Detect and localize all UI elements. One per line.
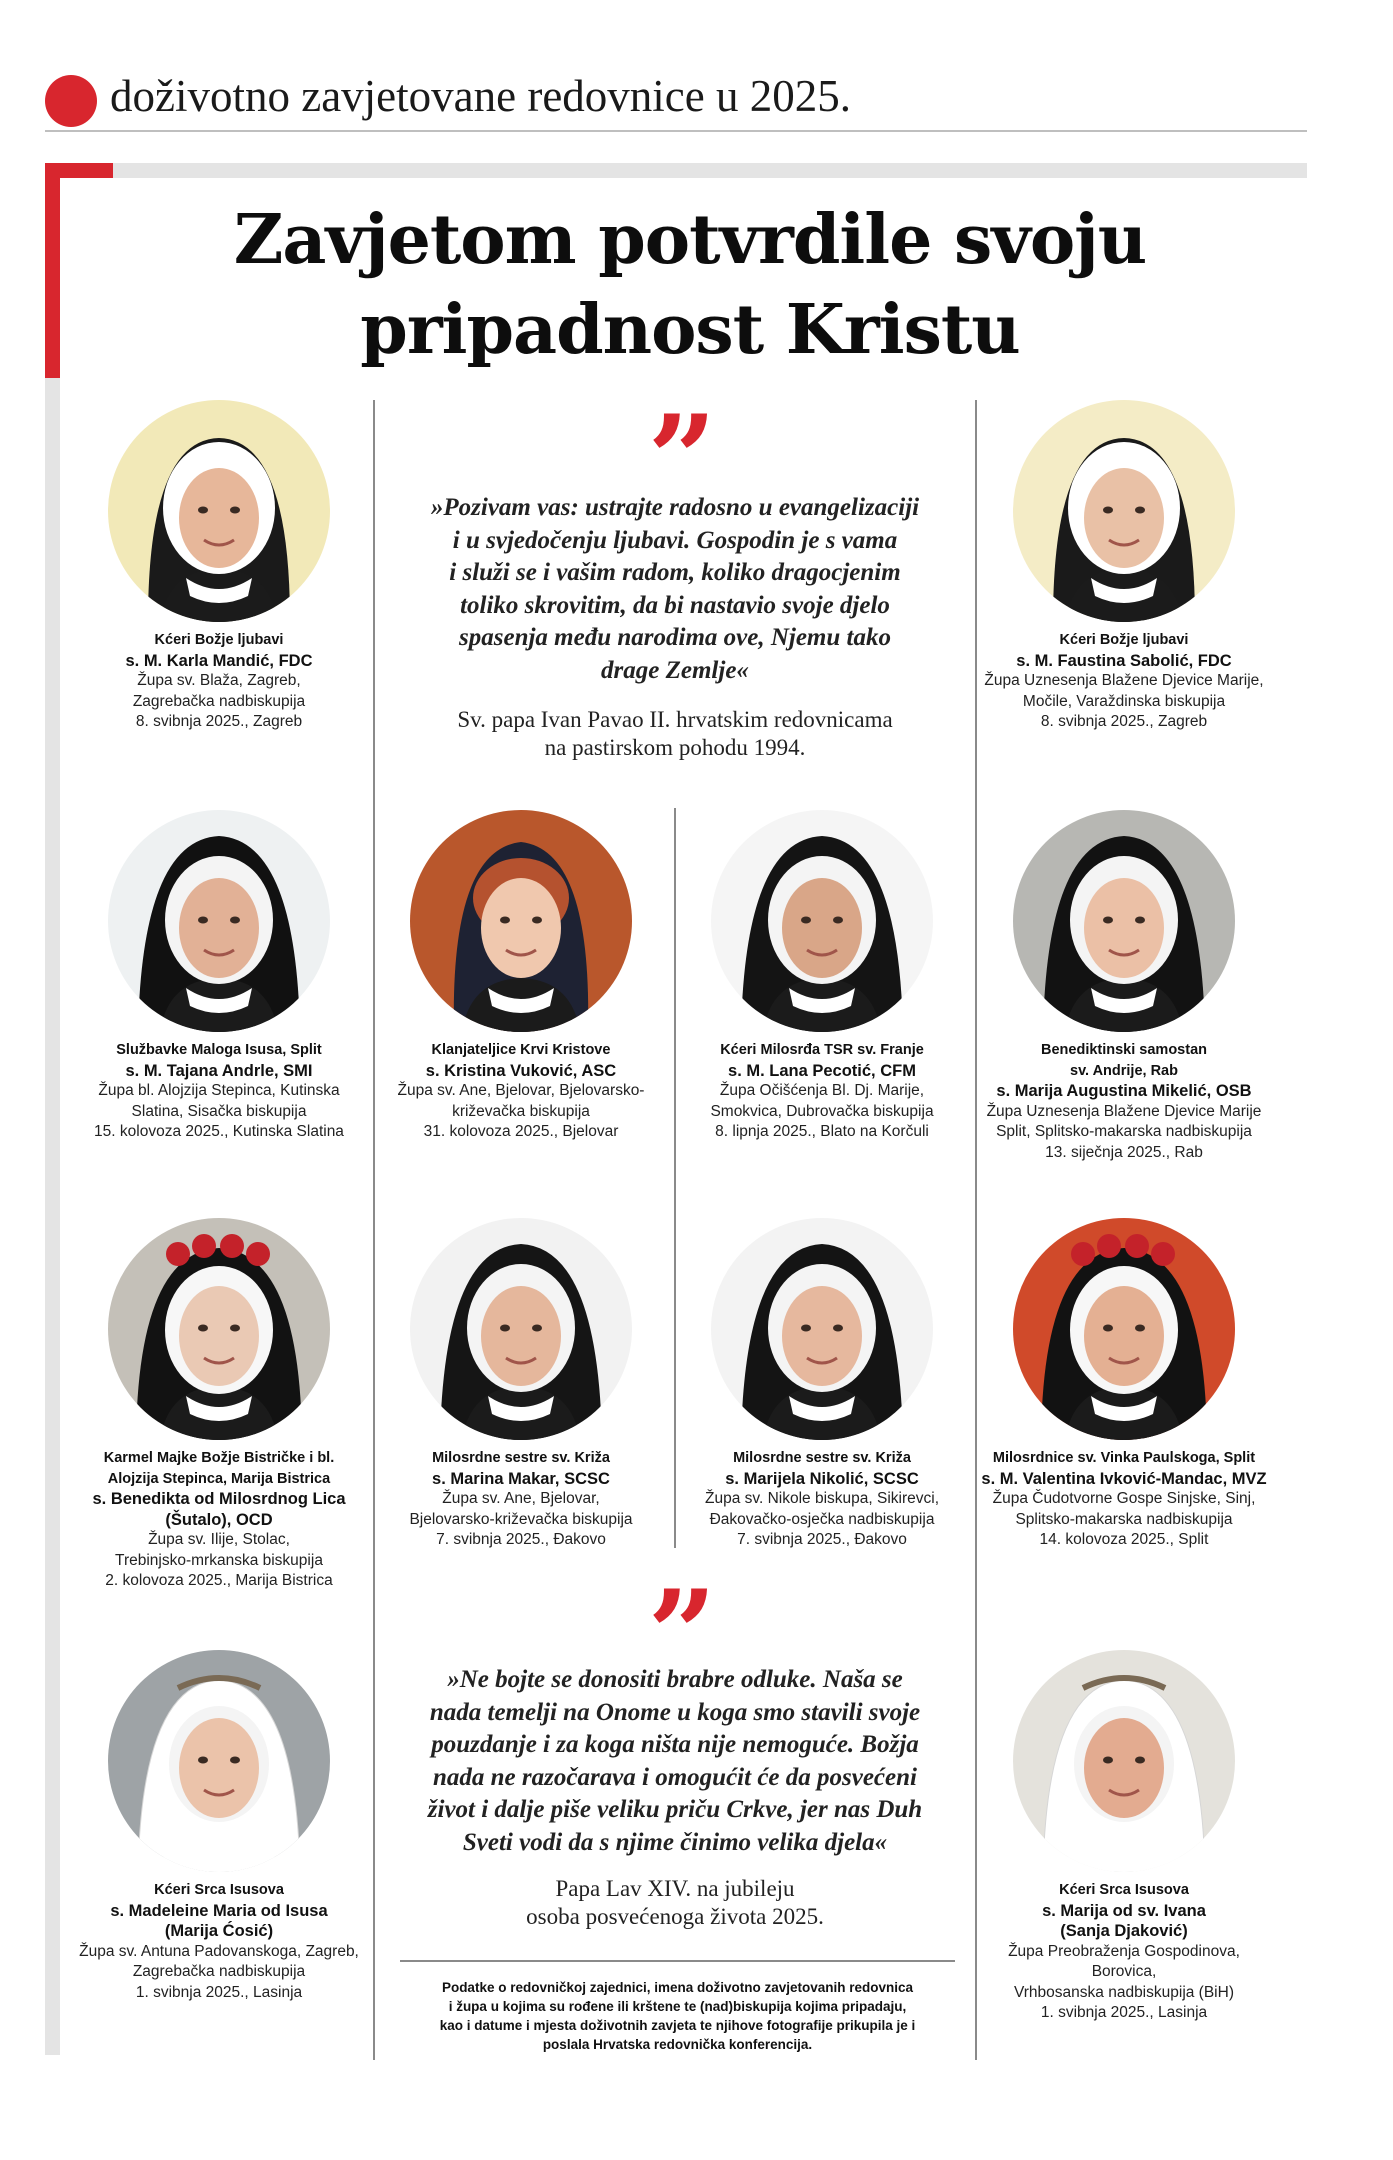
community-name: Alojzija Stepinca, Marija Bistrica <box>107 1470 331 1487</box>
sister-detail: Zagrebačka nadbiskupija <box>132 692 306 710</box>
sister-caption <box>69 1448 369 1592</box>
sister-detail: Župa Čudotvorne Gospe Sinjske, Sinj, <box>992 1490 1256 1507</box>
sister-caption <box>974 1040 1274 1163</box>
sister-detail: Borovica, <box>1091 1963 1157 1980</box>
sister-caption <box>974 630 1274 733</box>
sister-caption <box>69 630 369 733</box>
sister-portrait <box>108 1650 330 1872</box>
quote-mark-icon: ” <box>647 1564 703 1705</box>
sister-caption <box>69 1880 369 2003</box>
sister-name: (Šutalo), OCD <box>165 1510 273 1529</box>
sister-name: s. Kristina Vuković, ASC <box>425 1061 617 1080</box>
source-footnote <box>405 1978 950 2054</box>
sister-name: s. M. Lana Pecotić, CFM <box>728 1061 916 1080</box>
column-rule-center <box>674 808 676 1548</box>
sister-portrait <box>1013 1650 1235 1872</box>
quote-line: i u svjedočenju ljubavi. Gospodin je s vama <box>452 526 898 554</box>
sister-detail: 8. svibnja 2025., Zagreb <box>135 713 303 730</box>
sister-name: (Sanja Djaković) <box>1060 1922 1188 1940</box>
sister-detail: 7. svibnja 2025., Đakovo <box>737 1531 907 1548</box>
quote-source-line: Papa Lav XIV. na jubileju <box>555 1876 795 1901</box>
sister-detail: Močile, Varaždinska biskupija <box>1022 692 1226 710</box>
sister-portrait <box>108 400 330 622</box>
quote-mark-icon: ” <box>647 389 703 530</box>
headline-line-1: Zavjetom potvrdile svoju <box>233 200 1147 280</box>
sister-caption <box>672 1448 972 1551</box>
sister-name: s. M. Karla Mandić, FDC <box>125 651 313 670</box>
sister-name: s. Benedikta od Milosrdnog Lica <box>92 1490 346 1508</box>
sister-detail: križevačka biskupija <box>452 1102 590 1120</box>
quote-source-line: Sv. papa Ivan Pavao II. hrvatskim redovnicama <box>457 707 893 732</box>
quote-1-source <box>385 706 965 762</box>
sister-detail: Zagrebačka nadbiskupija <box>132 1963 306 1980</box>
footnote-line: kao i datume i mjesta doživotnih zavjeta te njihove fotografije prikupila je i <box>439 2018 916 2033</box>
community-name: Kćeri Božje ljubavi <box>1059 632 1189 648</box>
community-name: Kćeri Srca Isusova <box>1059 1882 1189 1898</box>
sister-detail: Trebinjsko-mrkanska biskupija <box>115 1551 323 1569</box>
sister-name: s. M. Tajana Andrle, SMI <box>125 1061 313 1080</box>
community-name: Milosrdne sestre sv. Križa <box>432 1450 610 1466</box>
sister-detail: Župa sv. Ilije, Stolac, <box>148 1531 290 1548</box>
community-name: Kćeri Božje ljubavi <box>154 632 284 648</box>
quote-line: nada ne razočarava i omogućit će da posvećeni <box>433 1763 917 1791</box>
sister-detail: Župa Uznesenja Blažene Djevice Marije, <box>984 672 1264 689</box>
sister-detail: Bjelovarsko-križevačka biskupija <box>409 1510 633 1528</box>
quote-line: drage Zemlje« <box>601 656 749 684</box>
frame-top-bar <box>45 163 1307 178</box>
sister-name: (Marija Ćosić) <box>164 1922 274 1940</box>
sister-name: s. Marina Makar, SCSC <box>432 1469 610 1488</box>
quote-line: toliko skrovitim, da bi nastavio svoje djelo <box>460 591 890 619</box>
quote-2-source <box>385 1875 965 1931</box>
sister-detail: 14. kolovoza 2025., Split <box>1039 1531 1209 1548</box>
sister-portrait <box>108 810 330 1032</box>
sister-detail: 1. svibnja 2025., Lasinja <box>1040 2004 1208 2021</box>
quote-line: spasenja među narodima ove, Njemu tako <box>459 624 891 651</box>
sister-caption <box>371 1448 671 1551</box>
quote-source-line: osoba posvećenoga života 2025. <box>526 1904 824 1929</box>
sister-detail: 31. kolovoza 2025., Bjelovar <box>423 1123 619 1140</box>
sister-name: s. Marija Augustina Mikelić, OSB <box>996 1082 1252 1100</box>
headline-line-2: pripadnost Kristu <box>360 290 1020 370</box>
sister-name: s. Madeleine Maria od Isusa <box>110 1901 328 1920</box>
sister-detail: Župa sv. Ane, Bjelovar, Bjelovarsko- <box>397 1082 645 1099</box>
quote-line: nada temelji na Onome u koga smo stavili svoje <box>429 1698 921 1726</box>
sister-detail: Župa sv. Antuna Padovanskoga, Zagreb, <box>79 1942 359 1960</box>
community-name: Milosrdne sestre sv. Križa <box>733 1450 911 1466</box>
headline <box>120 195 1260 375</box>
sister-detail: 7. svibnja 2025., Đakovo <box>436 1531 606 1548</box>
quote-line: »Ne bojte se donositi brabre odluke. Naša se <box>447 1666 903 1693</box>
quote-1-text <box>385 492 965 687</box>
sister-portrait <box>410 1218 632 1440</box>
sister-portrait <box>711 1218 933 1440</box>
sister-caption <box>371 1040 671 1143</box>
quote-line: pouzdanje i za koga ništa nije nemoguće. Božja <box>431 1731 919 1758</box>
quote-line: »Pozivam vas: ustrajte radosno u evangelizaciji <box>430 494 920 521</box>
sister-detail: Slatina, Sisačka biskupija <box>131 1102 307 1120</box>
accent-corner-left <box>45 163 60 378</box>
sister-detail: Đakovačko-osječka nadbiskupija <box>709 1510 935 1528</box>
community-name: Klanjateljice Krvi Kristove <box>431 1042 611 1058</box>
sister-portrait <box>108 1218 330 1440</box>
footnote-divider <box>400 1960 955 1962</box>
sister-detail: Župa sv. Ane, Bjelovar, <box>442 1490 600 1507</box>
sister-detail: Split, Splitsko-makarska nadbiskupija <box>996 1123 1252 1140</box>
header-divider <box>45 130 1307 132</box>
community-name: Karmel Majke Božje Bistričke i bl. <box>103 1450 335 1466</box>
sister-caption <box>974 1448 1274 1551</box>
community-name: Kćeri Milosrđa TSR sv. Franje <box>720 1042 924 1058</box>
community-name: Kćeri Srca Isusova <box>154 1882 284 1898</box>
sister-detail: Župa sv. Blaža, Zagreb, <box>137 672 301 689</box>
sister-name: s. M. Faustina Sabolić, FDC <box>1016 651 1232 670</box>
sister-portrait <box>1013 400 1235 622</box>
section-bullet <box>45 75 97 127</box>
footnote-line: i župa u kojima su rođene ili krštene te (nad)biskupija kojima pripadaju, <box>448 1999 907 2014</box>
sister-detail: Župa Preobraženja Gospodinova, <box>1008 1942 1240 1960</box>
sister-portrait <box>410 810 632 1032</box>
quote-line: i služi se i vašim radom, koliko dragocjenim <box>449 559 901 586</box>
sister-detail: 15. kolovoza 2025., Kutinska Slatina <box>94 1123 344 1140</box>
sister-portrait <box>1013 810 1235 1032</box>
sister-detail: Župa Očišćenja Bl. Dj. Marije, <box>719 1082 925 1099</box>
quote-source-line: na pastirskom pohodu 1994. <box>544 735 806 760</box>
footnote-line: poslala Hrvatska redovnička konferencija. <box>542 2037 813 2052</box>
sister-caption <box>974 1880 1274 2024</box>
sister-detail: 1. svibnja 2025., Lasinja <box>135 1983 303 2001</box>
sister-portrait <box>711 810 933 1032</box>
column-rule-left <box>373 400 375 2060</box>
sister-detail: 13. siječnja 2025., Rab <box>1045 1143 1203 1161</box>
sister-detail: Splitsko-makarska nadbiskupija <box>1015 1510 1233 1528</box>
sister-detail: Vrhbosanska nadbiskupija (BiH) <box>1014 1983 1234 2001</box>
sister-detail: 2. kolovoza 2025., Marija Bistrica <box>105 1572 333 1589</box>
sister-name: s. M. Valentina Ivković-Mandac, MVZ <box>981 1469 1267 1488</box>
community-name: sv. Andrije, Rab <box>1070 1062 1178 1079</box>
frame-left-bar <box>45 163 60 2055</box>
community-name: Benediktinski samostan <box>1041 1042 1207 1058</box>
sister-detail: 8. lipnja 2025., Blato na Korčuli <box>715 1123 929 1140</box>
sister-detail: Smokvica, Dubrovačka biskupija <box>710 1102 934 1120</box>
sister-detail: 8. svibnja 2025., Zagreb <box>1040 713 1208 730</box>
sister-detail: Župa sv. Nikole biskupa, Sikirevci, <box>704 1490 940 1507</box>
sister-caption <box>672 1040 972 1143</box>
footnote-line: Podatke o redovničkoj zajednici, imena doživotno zavjetovanih redovnica <box>441 1980 914 1995</box>
section-label: doživotno zavjetovane redovnice u 2025. <box>110 71 852 121</box>
sister-detail: Župa bl. Alojzija Stepinca, Kutinska <box>98 1082 340 1099</box>
sister-caption <box>69 1040 369 1143</box>
quote-line: Sveti vodi da s njime činimo velika djela« <box>462 1828 888 1856</box>
community-name: Milosrdnice sv. Vinka Paulskoga, Split <box>992 1450 1256 1466</box>
sister-detail: Župa Uznesenja Blažene Djevice Marije <box>986 1102 1262 1120</box>
community-name: Službavke Maloga Isusa, Split <box>116 1042 322 1058</box>
quote-line: život i dalje piše veliku priču Crkve, jer nas Duh <box>427 1796 923 1823</box>
sister-name: s. Marija od sv. Ivana <box>1042 1901 1206 1920</box>
quote-2-text <box>385 1664 965 1859</box>
sister-name: s. Marijela Nikolić, SCSC <box>725 1469 919 1488</box>
sister-portrait <box>1013 1218 1235 1440</box>
